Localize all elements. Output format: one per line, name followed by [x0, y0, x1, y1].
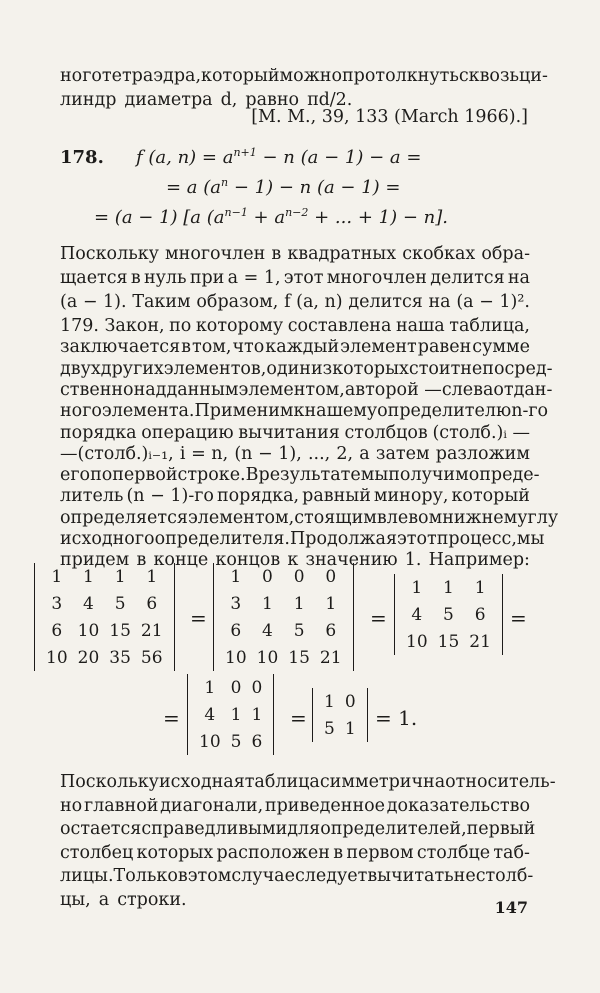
- word: Например:: [428, 550, 530, 571]
- determinant-cell: 1: [51, 566, 63, 587]
- word: при: [189, 268, 225, 288]
- word: Только: [113, 866, 178, 886]
- determinant-row: [401, 574, 496, 601]
- word: порядка: [60, 422, 137, 443]
- word: равный: [302, 486, 371, 507]
- determinant-cell: 4: [83, 593, 94, 614]
- word: каждый: [265, 337, 340, 358]
- word: в: [136, 550, 147, 571]
- determinant-cell: 1: [251, 704, 263, 725]
- word: доказательство: [386, 795, 530, 816]
- word: этот: [283, 268, 324, 288]
- word: в: [376, 507, 387, 528]
- determinant-row: [401, 628, 496, 655]
- word: таблица,: [449, 316, 530, 336]
- word: из: [310, 358, 333, 379]
- word: многочлен: [326, 268, 427, 288]
- word: к: [293, 401, 305, 422]
- word: заключается: [60, 337, 181, 358]
- determinant-cell: 6: [474, 604, 486, 625]
- word: элемент: [340, 337, 417, 358]
- word: один: [266, 358, 311, 379]
- word: (a − 1)².: [456, 292, 530, 312]
- word: которых: [136, 842, 214, 863]
- determinant-cell: 21: [319, 647, 342, 668]
- problem-178-number: 178.: [60, 147, 104, 168]
- word: строке.: [177, 465, 246, 486]
- text-line: [60, 64, 548, 88]
- equation-line-1: f (a, $n) = a^{n+1} - n$ (a − 1) − a =: [136, 146, 422, 168]
- determinant-cell: 15: [288, 647, 310, 668]
- determinant-cell: 0: [293, 566, 305, 587]
- word: i = n,: [179, 443, 229, 464]
- determinant-cell: 3: [51, 593, 63, 614]
- determinant-cell: 1: [411, 577, 423, 598]
- determinant-cell: 10: [225, 647, 247, 668]
- word: стоящим: [294, 507, 377, 528]
- word: таблица: [244, 772, 320, 792]
- word: порядка,: [216, 486, 300, 507]
- word: делится: [430, 268, 505, 288]
- determinant-cell: 6: [51, 620, 63, 641]
- determinant-row: [319, 688, 361, 715]
- word: процесс,: [436, 529, 517, 549]
- word: квадратных: [287, 244, 397, 264]
- determinant-5: [312, 688, 368, 742]
- word: ци-: [519, 66, 548, 86]
- word: ...,: [307, 443, 331, 464]
- word: элемента.: [101, 401, 195, 422]
- word: вычитания: [238, 422, 340, 443]
- determinant-row: [220, 617, 347, 644]
- determinant-cell: 1: [230, 566, 242, 587]
- word: Поскольку: [60, 772, 159, 792]
- word: следует: [294, 866, 368, 886]
- word: литель: [60, 486, 124, 507]
- word: а: [344, 379, 356, 400]
- determinant-row: [41, 617, 168, 644]
- word: в: [333, 842, 344, 863]
- word: исходная: [158, 772, 245, 792]
- determinant-row: [319, 715, 361, 742]
- word: 2,: [336, 443, 354, 464]
- word: левом: [386, 507, 443, 528]
- determinant-cell: 21: [140, 620, 163, 641]
- determinant-cell: 15: [437, 631, 460, 652]
- word: щается: [60, 268, 128, 288]
- determinant-cell: 0: [230, 677, 242, 698]
- final-value: = 1.: [375, 706, 418, 730]
- word: к: [287, 550, 299, 571]
- word: d,: [220, 90, 238, 110]
- word: в: [271, 244, 282, 264]
- word: непосред-: [460, 358, 553, 379]
- determinant-row: [220, 644, 347, 671]
- equals-sign: =: [370, 606, 387, 630]
- word: Таким: [132, 292, 191, 312]
- word: скобках: [402, 244, 476, 264]
- word: определяется: [60, 507, 188, 528]
- determinant-cell: 1: [293, 593, 305, 614]
- determinant-cell: 5: [293, 620, 305, 641]
- determinant-cell: 20: [77, 647, 100, 668]
- determinant-row: [220, 590, 347, 617]
- word: 1.: [404, 550, 422, 571]
- word: относитель-: [445, 772, 556, 792]
- word: элементом,: [187, 507, 295, 528]
- equals-sign: =: [190, 606, 207, 630]
- determinant-4: [187, 674, 274, 755]
- word: для: [287, 819, 321, 839]
- word: многочлен: [165, 244, 266, 264]
- word: наша: [395, 316, 445, 336]
- determinant-2: [213, 563, 354, 671]
- word: цы,: [60, 889, 91, 910]
- determinant-cell: 1: [344, 718, 356, 739]
- word: второй —: [355, 379, 442, 400]
- determinant-row: [220, 563, 347, 590]
- word: остается: [60, 819, 142, 839]
- word: придем: [60, 550, 130, 571]
- word: концов: [215, 550, 281, 571]
- determinant-cell: 4: [262, 620, 273, 641]
- word: главной: [83, 795, 159, 816]
- word: n-го: [511, 401, 549, 422]
- word: приведенное: [264, 795, 386, 816]
- word: обра-: [481, 244, 530, 264]
- word: тетраэдра,: [101, 66, 202, 86]
- word: в: [177, 866, 188, 886]
- equals-sign: =: [290, 706, 307, 730]
- determinant-cell: 0: [262, 566, 273, 587]
- word: над: [133, 379, 167, 400]
- word: на: [428, 292, 451, 312]
- word: диаметра: [124, 90, 213, 110]
- word: (n − 1),: [234, 443, 302, 464]
- text-line: [60, 242, 530, 266]
- determinant-cell: 6: [251, 731, 263, 752]
- word: элементом,: [238, 379, 345, 400]
- word: которому: [195, 316, 284, 336]
- word: делится: [348, 292, 423, 312]
- text-line: [60, 817, 536, 841]
- determinant-row: [41, 590, 168, 617]
- determinant-cell: 10: [46, 647, 68, 668]
- word: определителя.: [154, 529, 290, 549]
- word: строки.: [117, 889, 187, 910]
- determinant-cell: 10: [199, 731, 221, 752]
- word: этом: [187, 866, 232, 886]
- word: равно: [245, 90, 300, 110]
- text-line: [60, 864, 534, 888]
- determinant-cell: 15: [109, 620, 131, 641]
- word: других: [100, 358, 164, 379]
- determinant-cell: 3: [230, 593, 242, 614]
- text-line: [60, 841, 530, 865]
- word: В: [245, 465, 259, 486]
- word: расположен: [216, 842, 330, 863]
- word: таб-: [493, 842, 530, 863]
- word: разложим: [435, 443, 530, 464]
- word: затем: [375, 443, 430, 464]
- word: слева: [441, 379, 494, 400]
- word: равен: [417, 337, 472, 358]
- determinant-cell: 56: [140, 647, 163, 668]
- reference-citation: [M. M., 39, 133 (March 1966).]: [251, 107, 528, 127]
- word: составлена: [287, 316, 392, 336]
- word: столб-: [475, 866, 534, 886]
- determinant-cell: 35: [109, 647, 131, 668]
- word: f (a, n): [284, 292, 343, 312]
- word: результате: [258, 465, 361, 486]
- word: Поскольку: [60, 244, 159, 264]
- word: а: [98, 889, 110, 910]
- word: протолкнуть: [342, 66, 459, 86]
- determinant-cell: 1: [83, 566, 94, 587]
- determinant-cell: 1: [443, 577, 454, 598]
- word: мы: [360, 465, 389, 486]
- determinant-cell: 21: [469, 631, 491, 652]
- word: исходного: [60, 529, 155, 549]
- word: определителю: [377, 401, 512, 422]
- word: не: [453, 866, 476, 886]
- word: на: [507, 268, 530, 288]
- text-line: [60, 770, 556, 794]
- word: которых: [332, 358, 409, 379]
- word: нижнем: [442, 507, 518, 528]
- word: определителей,: [320, 819, 467, 839]
- word: лицы.: [60, 866, 114, 886]
- word: можно: [279, 66, 342, 86]
- determinant-cell: 1: [146, 566, 158, 587]
- word: справедливым: [141, 819, 276, 839]
- word: сквозь: [458, 66, 520, 86]
- determinant-cell: 1: [230, 704, 242, 725]
- determinant-cell: 0: [251, 677, 263, 698]
- determinant-cell: 1: [324, 691, 335, 712]
- word: углу: [517, 507, 559, 528]
- word: его: [60, 465, 91, 486]
- word: первом: [346, 842, 414, 863]
- determinant-cell: 4: [204, 704, 216, 725]
- word: нашему: [304, 401, 378, 422]
- word: стоит: [408, 358, 461, 379]
- word: в: [130, 268, 141, 288]
- determinant-cell: 4: [411, 604, 423, 625]
- word: столбце: [416, 842, 491, 863]
- text-line: [60, 794, 530, 818]
- word: том,: [192, 337, 232, 358]
- word: дан-: [513, 379, 553, 400]
- word: сумме: [472, 337, 530, 358]
- word: (n − 1)-го: [126, 486, 214, 507]
- determinant-3: [394, 574, 503, 655]
- text-line: [60, 888, 530, 912]
- determinant-cell: 6: [230, 620, 242, 641]
- word: случае: [231, 866, 295, 886]
- determinant-cell: 1: [474, 577, 486, 598]
- word: что: [232, 337, 265, 358]
- equals-sign: =: [163, 706, 180, 730]
- word: Применим: [194, 401, 294, 422]
- word: данным: [166, 379, 239, 400]
- determinant-cell: 10: [77, 620, 100, 641]
- word: нуль: [143, 268, 187, 288]
- word: по: [90, 465, 113, 486]
- determinant-cell: 6: [146, 593, 158, 614]
- word: образом,: [196, 292, 279, 312]
- word: опреде-: [468, 465, 540, 486]
- word: операцию: [141, 422, 234, 443]
- text-line: [60, 266, 530, 290]
- word: 179. Закон,: [60, 316, 165, 336]
- word: (a − 1).: [60, 292, 127, 312]
- word: который: [201, 66, 280, 86]
- determinant-cell: 10: [406, 631, 428, 652]
- determinant-cell: 0: [325, 566, 337, 587]
- word: элементов,: [163, 358, 267, 379]
- equation-line-2: = a $(a^n - 1) - n$ (a − 1) =: [166, 176, 401, 198]
- word: столбцов: [344, 422, 428, 443]
- word: линдр: [60, 90, 117, 110]
- page-number: 147: [494, 898, 528, 917]
- word: этот: [397, 529, 437, 549]
- determinant-cell: 5: [114, 593, 126, 614]
- word: который: [451, 486, 530, 507]
- word: конце: [153, 550, 209, 571]
- word: a = 1,: [227, 268, 281, 288]
- equation-line-3: = (a − 1) [a ($a^{n-1} + a^{n-2}$ + ... + 1) − n].: [94, 206, 448, 228]
- text-line: [60, 290, 530, 314]
- word: столбец: [60, 842, 134, 863]
- word: и: [275, 819, 288, 839]
- determinant-cell: 1: [262, 593, 273, 614]
- determinant-cell: 6: [325, 620, 337, 641]
- determinant-row: [194, 728, 267, 755]
- word: симметрична: [319, 772, 446, 792]
- determinant-cell: 1: [204, 677, 216, 698]
- word: ного: [60, 66, 102, 86]
- determinant-cell: 10: [256, 647, 279, 668]
- word: получим: [388, 465, 469, 486]
- word: ного: [60, 401, 102, 422]
- determinant-1: [34, 563, 175, 671]
- word: мы: [516, 529, 545, 549]
- word: двух: [60, 358, 101, 379]
- word: первый: [466, 819, 536, 839]
- determinant-cell: 0: [344, 691, 356, 712]
- word: а: [359, 443, 370, 464]
- word: вычитать: [367, 866, 454, 886]
- word: Продолжая: [290, 529, 397, 549]
- word: по: [169, 316, 192, 336]
- determinant-cell: 1: [325, 593, 337, 614]
- word: значению: [305, 550, 398, 571]
- determinant-row: [194, 674, 267, 701]
- determinant-cell: 1: [114, 566, 126, 587]
- word: первой: [112, 465, 178, 486]
- equals-sign: =: [510, 606, 527, 630]
- word: (столб.)ᵢ —: [432, 422, 530, 443]
- determinant-row: [41, 563, 168, 590]
- determinant-row: [41, 644, 168, 671]
- word: ственно: [60, 379, 134, 400]
- word: минору,: [373, 486, 449, 507]
- determinant-row: [194, 701, 267, 728]
- determinant-cell: 5: [324, 718, 335, 739]
- word: диагонали,: [160, 795, 264, 816]
- determinant-cell: 5: [443, 604, 454, 625]
- word: πd/2.: [307, 90, 353, 110]
- determinant-cell: 5: [230, 731, 242, 752]
- determinant-row: [401, 601, 496, 628]
- word: от: [493, 379, 514, 400]
- word: —(столб.)ᵢ₋₁,: [60, 443, 174, 464]
- word: но: [60, 795, 83, 816]
- word: в: [181, 337, 192, 358]
